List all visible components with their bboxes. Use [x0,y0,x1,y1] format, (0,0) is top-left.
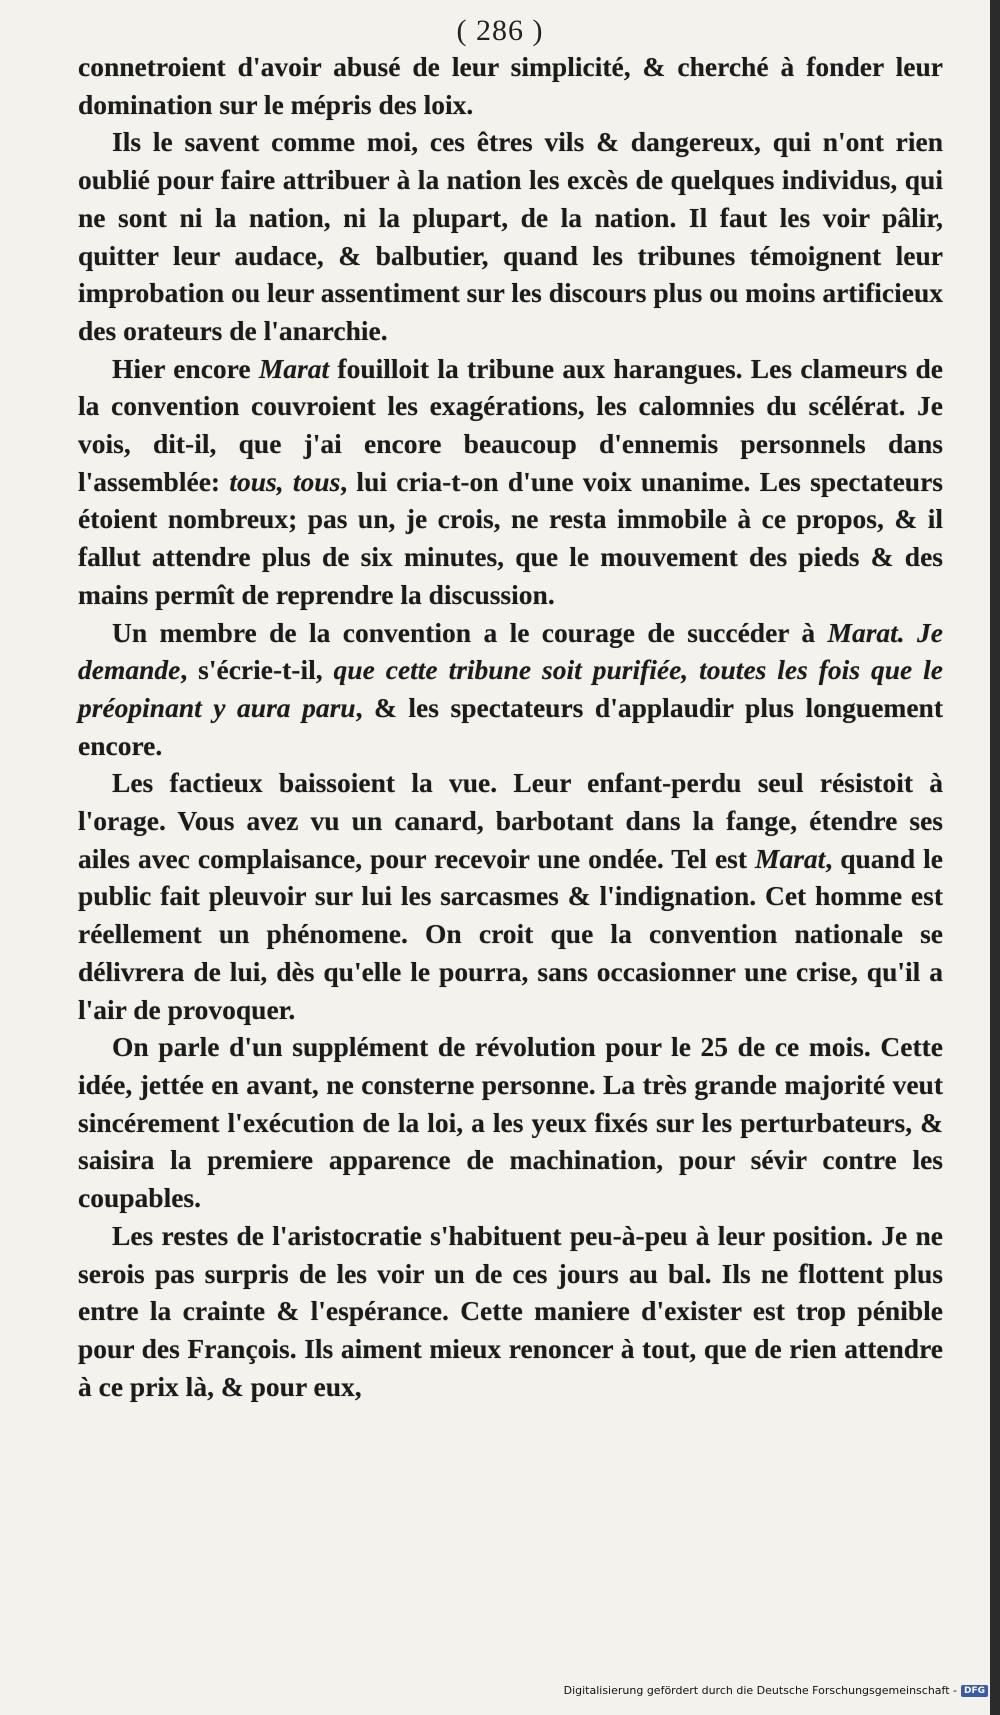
text-run: On parle d'un supplément de révolution pour le 25 de ce mois. Cette idée, jettée en avant, ne consterne personne. La très grande majorité veut sincérement l'exécution de la loi, a les yeux fixés sur les perturbateurs, & saisira la premiere apparence de machination, pour sévir contre les coupables. [78,1031,943,1214]
text-run: Un membre de la convention a le courage de succéder à [112,616,828,648]
paragraph [78,123,943,349]
dfg-logo: DFG [961,1685,988,1697]
text-run: Les restes de l'aristocratie s'habituent peu-à-peu à leur position. Je ne serois pas surpris de les voir un de ces jours au bal. Ils ne flottent plus entre la crainte & l'espérance. Cette maniere d'exister est trop pénible pour des François. Ils aiment mieux renoncer à tout, que de rien attendre à ce prix là, & pour eux, [78,1219,943,1402]
italic-run: Marat [258,352,330,384]
italic-run: tous, tous [229,465,341,497]
page-edge-shadow [990,0,1000,1715]
paragraph [78,48,943,123]
paragraph [78,614,943,765]
text-run: , s'écrie-t-il, [180,654,334,686]
italic-run: Marat [755,842,826,874]
text-run: connetroient d'avoir abusé de leur simplicité, & cherché à fonder leur domination sur le mépris des loix. [78,51,943,120]
text-run: Hier encore [112,352,259,384]
italic-run: que cette tribune soit purifiée, toutes les fois que le préopinant y aura paru [78,654,943,723]
text-run: , quand le public fait pleuvoir sur lui les sarcasmes & l'indignation. Cet homme est réellement un phénomene. On croit que la convention nationale se délivrera de lui, dès qu'elle le pourra, sans occasionner une crise, qu'il a l'air de provoquer. [78,842,943,1025]
page-number: ( 286 ) [456,14,544,47]
paragraph [78,1217,943,1406]
text-run: Ils le savent comme moi, ces êtres vils & dangereux, qui n'ont rien oublié pour faire attribuer à la nation les excès de quelques individus, qui ne sont ni la nation, ni la plupart, de la nation. Il faut les voir pâlir, quitter leur audace, & balbutier, quand les tribunes témoignent leur improbation ou leur assentiment sur les discours plus ou moins artificieux des orateurs de l'anarchie. [78,126,943,346]
text-run: , lui cria-t-on d'une voix unanime. Les spectateurs étoient nombreux; pas un, je crois, ne resta immobile à ce propos, & il fallut attendre plus de six minutes, que le mouvement des pieds & des mains permît de reprendre la discussion. [78,465,944,610]
paragraph [78,1028,943,1217]
paragraph [78,764,943,1028]
text-run: fouilloit la tribune aux harangues. Les clameurs de la convention couvroient les exagérations, les calomnies du scélérat. Je vois, dit-il, que j'ai encore beaucoup d'ennemis personnels dans l'assemblée: [78,352,943,497]
text-run: Les factieux baissoient la vue. Leur enfant-perdu seul résistoit à l'orage. Vous avez vu un canard, barbotant dans la fange, étendre ses ailes avec complaisance, pour recevoir une ondée. Tel est [78,767,943,874]
italic-run: Marat. Je demande [78,616,944,686]
paragraph [78,350,943,614]
credit-text: Digitalisierung gefördert durch die Deutsche Forschungsgemeinschaft - [563,1684,957,1697]
digitization-credit [564,1684,988,1697]
text-run: , & les spectateurs d'applaudir plus longuement encore. [78,691,943,761]
body-text [78,48,943,1405]
